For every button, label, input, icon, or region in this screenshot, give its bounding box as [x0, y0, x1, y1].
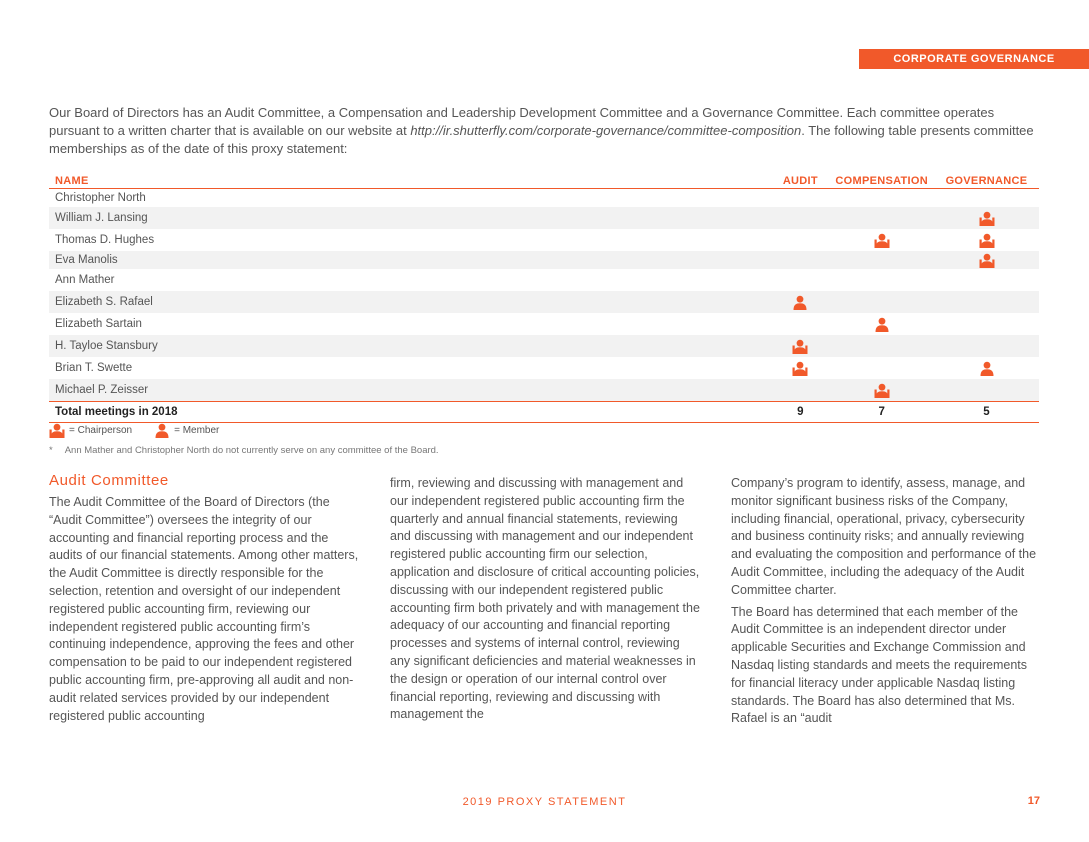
table-row	[49, 269, 1039, 291]
cell-audit	[771, 379, 829, 402]
body-column-1	[49, 494, 359, 729]
cell-compensation	[829, 229, 934, 251]
total-meetings-row	[49, 402, 1039, 423]
intro-text-1: Our Board of Directors has an Audit Committee, a Compensation and Leadership Development Committee and a Governance Committee. Each committee operates pursuant to a written charter that is available on our website at	[49, 105, 995, 138]
chairperson-icon	[979, 233, 995, 248]
legend-member-label: = Member	[174, 425, 220, 436]
cell-governance	[934, 189, 1039, 208]
chairperson-icon	[49, 423, 65, 438]
audit-col3-para2: The Board has determined that each member of the Audit Committee is an independent director under applicable Securities and Exchange Commission and Nasdaq listing standards and meets the requirements for financial literacy under applicable Nasdaq listing standards. The Board has also determined that Ms. Rafael is an “audit	[731, 604, 1027, 726]
member-name: Michael P. Zeisser	[49, 379, 771, 402]
cell-audit	[771, 313, 829, 335]
member-name: Christopher North	[55, 192, 146, 204]
cell-compensation	[829, 189, 934, 208]
cell-compensation	[829, 207, 934, 229]
intro-paragraph	[49, 104, 1039, 158]
chairperson-icon	[979, 253, 995, 268]
member-name: Eva Manolis	[49, 251, 771, 269]
footer-title: 2019 PROXY STATEMENT	[462, 796, 627, 808]
table-header-row	[49, 171, 1039, 189]
committee-url-link[interactable]: http://ir.shutterfly.com/corporate-governance/committee-composition	[410, 123, 802, 138]
table-row	[49, 313, 1039, 335]
member-name: Elizabeth S. Rafael	[49, 291, 771, 313]
member-icon	[979, 361, 995, 376]
legend-chair-label: = Chairperson	[69, 425, 133, 436]
member-name: William J. Lansing	[49, 207, 771, 229]
cell-compensation	[829, 291, 934, 313]
member-name: Ann Mather	[55, 274, 115, 286]
table-row	[49, 335, 1039, 357]
cell-audit	[771, 291, 829, 313]
table-row	[49, 357, 1039, 379]
cell-governance	[934, 313, 1039, 335]
cell-compensation	[829, 269, 934, 291]
table-body	[49, 189, 1039, 402]
cell-audit	[771, 189, 829, 208]
total-governance: 5	[934, 402, 1039, 423]
chairperson-icon	[792, 361, 808, 376]
section-tag: CORPORATE GOVERNANCE	[859, 49, 1089, 69]
total-compensation: 7	[829, 402, 934, 423]
header-governance: GOVERNANCE	[934, 171, 1039, 189]
cell-compensation	[829, 357, 934, 379]
cell-audit	[771, 269, 829, 291]
body-column-2	[390, 475, 700, 728]
cell-compensation	[829, 379, 934, 402]
cell-governance	[934, 379, 1039, 402]
table-row	[49, 251, 1039, 269]
header-audit: AUDIT	[771, 171, 829, 189]
header-compensation: COMPENSATION	[829, 171, 934, 189]
cell-governance	[934, 335, 1039, 357]
cell-audit	[771, 335, 829, 357]
table-row	[49, 291, 1039, 313]
table-row	[49, 189, 1039, 208]
member-name: Thomas D. Hughes	[55, 234, 155, 246]
member-name: H. Tayloe Stansbury	[49, 335, 771, 357]
audit-committee-heading: Audit Committee	[49, 472, 169, 489]
page-number: 17	[1027, 795, 1040, 807]
cell-audit	[771, 207, 829, 229]
total-audit: 9	[771, 402, 829, 423]
cell-compensation	[829, 335, 934, 357]
legend-chair	[49, 423, 132, 438]
member-name: Brian T. Swette	[55, 362, 133, 374]
table-row	[49, 229, 1039, 251]
audit-col2-text: firm, reviewing and discussing with management and our independent registered public accounting firm the quarterly and annual financial statements, reviewing and discussing with management and our independent registered public accounting firm our selection, application and disclosure of critical accounting policies, discussing with our independent registered public accounting firm both privately and with management the adequacy of our accounting and financial reporting processes and systems of internal control, reviewing any significant deficiencies and material weaknesses in the design or operation of our internal control over financial reporting, reviewing and discussing with management the	[390, 476, 700, 722]
cell-governance	[934, 207, 1039, 229]
cell-audit	[771, 251, 829, 269]
audit-col3-para1: Company’s program to identify, assess, manage, and monitor significant business risks of the Company, including financial, operational, privacy, cybersecurity and business continuity risks; and annually reviewing and evaluating the composition and performance of the Audit Committee, including the adequacy of the Audit Committee charter.	[731, 476, 1037, 597]
audit-col1-text: The Audit Committee of the Board of Directors (the “Audit Committee”) oversees the integrity of our accounting and financial reporting process and the audits of our financial statements. Among other matters, the Audit Committee is directly responsible for the selection, retention and oversight of our independent registered public accounting firm, reviewing our independent registered public accounting firm’s continuing independence, approving the fees and other compensation to be paid to our independent registered public accounting firm, pre-approving all audit and non-audit related services provided by our independent registered public accounting	[49, 495, 359, 723]
member-icon	[874, 317, 890, 332]
member-name: Elizabeth Sartain	[55, 318, 142, 330]
chairperson-icon	[979, 211, 995, 226]
chairperson-icon	[874, 383, 890, 398]
chairperson-icon	[792, 339, 808, 354]
cell-audit	[771, 357, 829, 379]
footnote	[49, 445, 439, 456]
legend	[49, 423, 241, 438]
legend-member	[154, 423, 219, 438]
cell-compensation	[829, 251, 934, 269]
member-icon	[154, 423, 170, 438]
member-icon	[792, 295, 808, 310]
cell-governance	[934, 291, 1039, 313]
cell-compensation	[829, 313, 934, 335]
cell-audit	[771, 229, 829, 251]
footnote-marker: *	[49, 445, 53, 456]
cell-governance	[934, 229, 1039, 251]
intro-text-2: . The following table presents committee memberships as of the date of this proxy statement:	[49, 123, 1034, 156]
body-column-3	[731, 475, 1041, 732]
cell-governance	[934, 269, 1039, 291]
table-row	[49, 379, 1039, 402]
header-name: NAME	[49, 171, 771, 189]
chairperson-icon	[874, 233, 890, 248]
table-row	[49, 207, 1039, 229]
cell-governance	[934, 251, 1039, 269]
cell-governance	[934, 357, 1039, 379]
total-label: Total meetings in 2018	[49, 402, 771, 423]
footnote-text: Ann Mather and Christopher North do not currently serve on any committee of the Board.	[64, 445, 439, 456]
committee-membership-table	[49, 171, 1039, 423]
